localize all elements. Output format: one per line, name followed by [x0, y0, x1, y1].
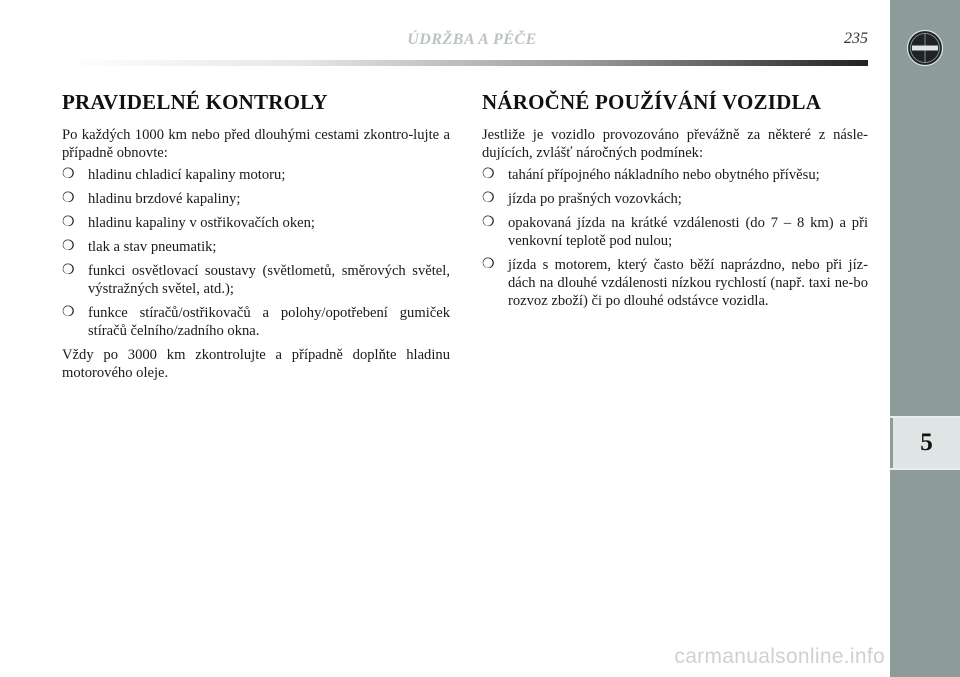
chapter-sidebar [890, 0, 960, 677]
left-column [62, 90, 450, 386]
list-item [62, 190, 450, 208]
circle-bullet-icon: ❍ [482, 215, 495, 230]
list-item [62, 262, 450, 298]
conditions-list [482, 166, 868, 310]
list-item [482, 256, 868, 310]
circle-bullet-icon: ❍ [482, 167, 495, 182]
right-column [482, 90, 868, 316]
list-item [62, 238, 450, 256]
circle-bullet-icon: ❍ [482, 191, 495, 206]
list-item-text: funkce stíračů/ostřikovačů a polohy/opotřebení gumiček stíračů čelního/zadního okna. [88, 305, 450, 339]
list-item [62, 214, 450, 232]
circle-bullet-icon: ❍ [62, 263, 75, 278]
list-item-text: tlak a stav pneumatik; [88, 239, 217, 255]
list-item [482, 190, 868, 208]
circle-bullet-icon: ❍ [62, 305, 75, 320]
circle-bullet-icon: ❍ [62, 239, 75, 254]
list-item-text: hladinu chladicí kapaliny motoru; [88, 167, 286, 183]
list-item-text: funkci osvětlovací soustavy (světlometů, směrových světel, výstražných světel, atd.); [88, 263, 450, 297]
page-number: 235 [844, 30, 868, 47]
lancia-logo-icon [906, 29, 944, 67]
list-item-text: jízda po prašných vozovkách; [508, 191, 682, 207]
circle-bullet-icon: ❍ [62, 191, 75, 206]
section-heading-demanding-use: NÁROČNÉ POUŽÍVÁNÍ VOZIDLA [482, 90, 822, 114]
list-item-text: hladinu kapaliny v ostřikovačích oken; [88, 215, 315, 231]
list-item [482, 214, 868, 250]
header-divider [62, 60, 868, 66]
circle-bullet-icon: ❍ [62, 167, 75, 182]
chapter-tab-border-bottom [890, 468, 960, 470]
list-item-text: tahání přípojného nákladního nebo obytného přívěsu; [508, 167, 820, 183]
list-item-text: hladinu brzdové kapaliny; [88, 191, 241, 207]
intro-paragraph: Jestliže je vozidlo provozováno převážně za některé z násle-dujících, zvlášť náročných podmínek: [482, 127, 868, 161]
section-heading-regular-checks: PRAVIDELNÉ KONTROLY [62, 90, 328, 114]
list-item [62, 304, 450, 340]
circle-bullet-icon: ❍ [62, 215, 75, 230]
list-item [482, 166, 868, 184]
checklist [62, 166, 450, 340]
watermark: carmanualsonline.info [674, 645, 885, 668]
intro-paragraph: Po každých 1000 km nebo před dlouhými cestami zkontro-lujte a případně obnovte: [62, 127, 450, 161]
circle-bullet-icon: ❍ [482, 257, 495, 272]
closing-paragraph: Vždy po 3000 km zkontrolujte a případně doplňte hladinu motorového oleje. [62, 347, 450, 381]
list-item [62, 166, 450, 184]
list-item-text: jízda s motorem, který často běží naprázdno, nebo při jíz-dách na dlouhé vzdálenosti nízkou rychlostí (např. taxi ne-bo rozvoz zboží) či po dlouhé odstávce vozidla. [508, 257, 868, 309]
section-title: ÚDRŽBA A PÉČE [407, 31, 537, 48]
list-item-text: opakovaná jízda na krátké vzdálenosti (do 7 – 8 km) a při venkovní teplotě pod nulou; [508, 215, 868, 249]
chapter-tab[interactable]: 5 [893, 418, 960, 468]
